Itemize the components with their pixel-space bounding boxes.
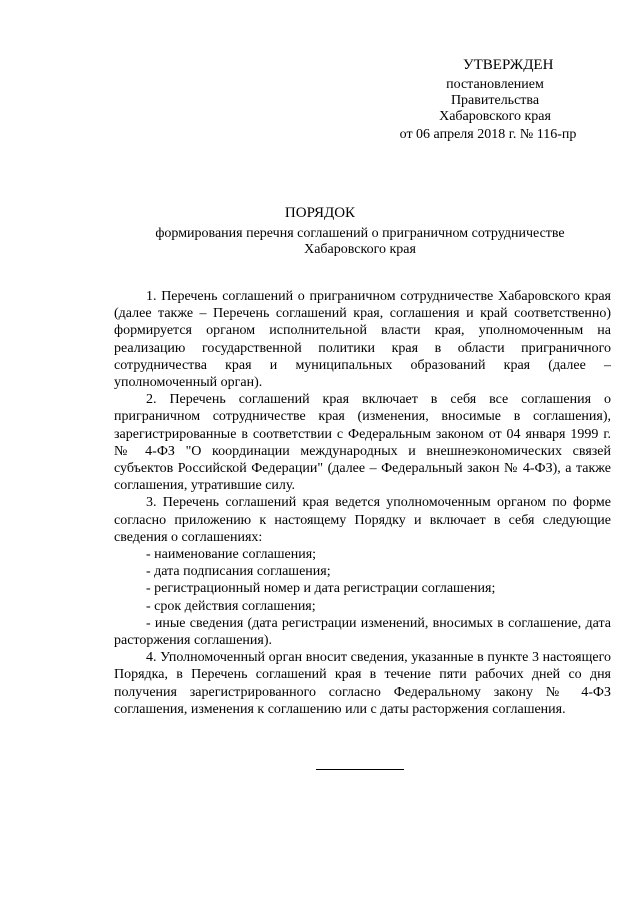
list-item-name: - наименование соглашения;	[146, 547, 317, 563]
paragraph-1: 1. Перечень соглашений о приграничном сотрудничестве Хабаровского края (далее также – Перечень соглашений края, соглашения и край соответственно) формируется органом исполнительной власти края, уполномоченным на реализацию государственной политики края в области приграничного сотрудничества края и муниципальных образований края (далее – уполномоченный орган).	[114, 289, 611, 391]
document-subtitle	[110, 226, 610, 258]
approval-line-resolution: постановлением	[446, 77, 544, 92]
document-title: ПОРЯДОК	[284, 205, 356, 221]
approval-line-date: от 06 апреля 2018 г. № 116-пр	[399, 127, 577, 142]
approval-stamp	[390, 57, 620, 143]
list-item-other: - иные сведения (дата регистрации изменений, вносимых в соглашение, дата расторжения соглашения).	[114, 615, 611, 649]
end-divider	[316, 769, 404, 770]
paragraph-2: 2. Перечень соглашений края включает в себя все соглашения о приграничном сотрудничестве края (изменения, вносимые в соглашения), зарегистрированные в соответствии с Федеральным законом от 04 января 1999 г. № 4-ФЗ "О координации международных и внешнеэкономических связей субъектов Российской Федерации" (далее – Федеральный закон № 4-ФЗ), а также соглашения, утратившие силу.	[114, 392, 611, 494]
list-item-term: - срок действия соглашения;	[146, 598, 316, 614]
approval-line-government: Правительства	[450, 93, 540, 108]
subtitle-line-1: формирования перечня соглашений о приграничном сотрудничестве	[155, 226, 565, 241]
subtitle-line-2: Хабаровского края	[304, 242, 416, 257]
paragraph-3: 3. Перечень соглашений края ведется уполномоченным органом по форме согласно приложению к настоящему Порядку и включает в себя следующие сведения о соглашениях:	[114, 495, 611, 545]
approval-line-region: Хабаровского края	[439, 109, 551, 124]
paragraph-4: 4. Уполномоченный орган вносит сведения, указанные в пункте 3 настоящего Порядка, в Перечень соглашений края в течение пяти рабочих дней со дня получения зарегистрированного согласно Федеральному закону № 4-ФЗ соглашения, изменения к соглашению или с даты расторжения соглашения.	[114, 650, 611, 717]
approval-heading: УТВЕРЖДЕН	[463, 57, 554, 73]
list-item-sign-date: - дата подписания соглашения;	[146, 564, 331, 580]
list-item-registration: - регистрационный номер и дата регистрации соглашения;	[146, 581, 496, 597]
document-body	[114, 288, 611, 718]
